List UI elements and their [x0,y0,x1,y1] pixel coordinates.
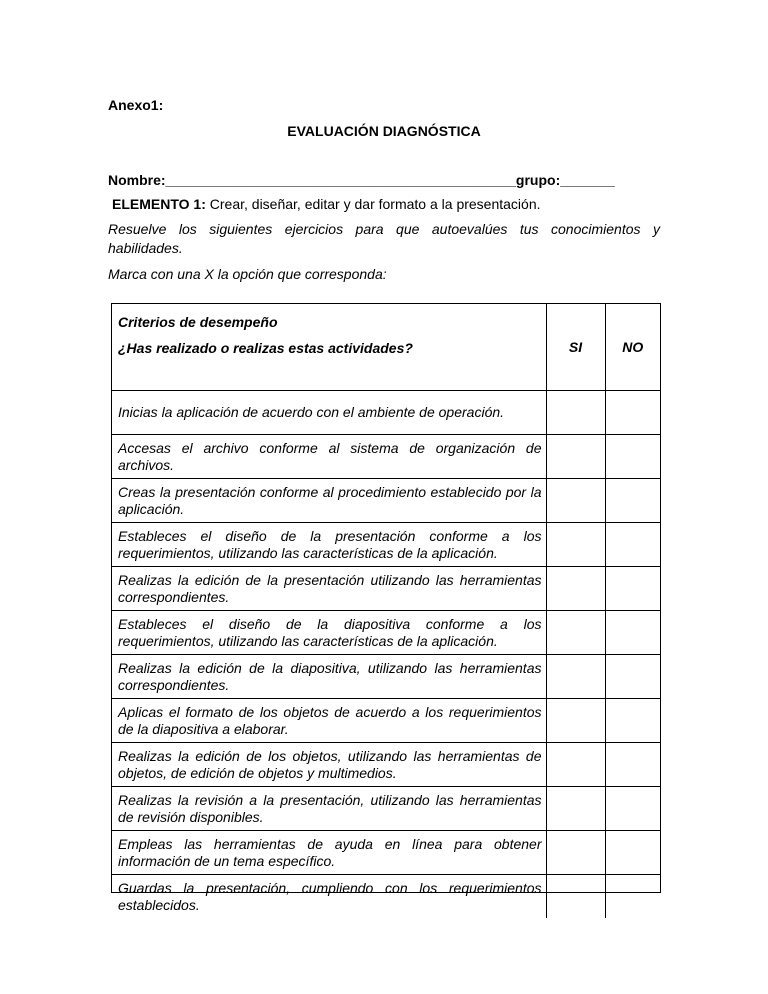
criterion-text: Guardas la presentación, cumpliendo con los requerimientos establecidos. [112,875,546,919]
criterion-text: Creas la presentación conforme al procedimiento establecido por la aplicación. [112,479,546,523]
table-row [112,655,660,699]
criterion-text: Realizas la edición de la diapositiva, utilizando las herramientas correspondientes. [112,655,546,699]
criterion-text: Realizas la edición de la presentación utilizando las herramientas correspondientes. [112,567,546,611]
name-group-field[interactable]: Nombre:_____________________________________________grupo:_______ [108,172,615,188]
no-checkbox-cell[interactable] [605,831,660,875]
table-row [112,831,660,875]
no-checkbox-cell[interactable] [605,567,660,611]
si-checkbox-cell[interactable] [546,391,605,435]
no-checkbox-cell[interactable] [605,743,660,787]
si-checkbox-cell[interactable] [546,567,605,611]
si-checkbox-cell[interactable] [546,655,605,699]
no-checkbox-cell[interactable] [605,391,660,435]
criterion-text: Inicias la aplicación de acuerdo con el ambiente de operación. [112,391,546,435]
table-row [112,787,660,831]
criteria-header: Criterios de desempeño [118,314,278,330]
table-row [112,567,660,611]
si-checkbox-cell[interactable] [546,479,605,523]
si-checkbox-cell[interactable] [546,699,605,743]
table-row [112,611,660,655]
table-row [112,743,660,787]
no-checkbox-cell[interactable] [605,655,660,699]
no-checkbox-cell[interactable] [605,523,660,567]
si-checkbox-cell[interactable] [546,743,605,787]
criterion-text: Aplicas el formato de los objetos de acuerdo a los requerimientos de la diapositiva a elaborar. [112,699,546,743]
table-row [112,523,660,567]
si-checkbox-cell[interactable] [546,523,605,567]
mark-instructions: Marca con una X la opción que corresponda: [108,266,387,282]
table-row [112,875,660,919]
no-checkbox-cell[interactable] [605,611,660,655]
no-checkbox-cell[interactable] [605,787,660,831]
si-header: SI [546,304,605,391]
page-title: EVALUACIÓN DIAGNÓSTICA [287,123,481,139]
criterion-text: Accesas el archivo conforme al sistema de organización de archivos. [112,435,546,479]
table-header-row [112,304,660,391]
no-checkbox-cell[interactable] [605,699,660,743]
si-checkbox-cell[interactable] [546,611,605,655]
si-checkbox-cell[interactable] [546,435,605,479]
criterion-text: Estableces el diseño de la diapositiva conforme a los requerimientos, utilizando las características de la aplicación. [112,611,546,655]
no-checkbox-cell[interactable] [605,435,660,479]
table-row [112,435,660,479]
criteria-header-cell [112,304,546,391]
element-label: ELEMENTO 1: [112,196,206,212]
question-header: ¿Has realizado o realizas estas actividades? [118,340,413,356]
element-description [112,196,541,212]
element-text: Crear, diseñar, editar y dar formato a la presentación. [205,196,541,212]
table-row [112,391,660,435]
criterion-text: Estableces el diseño de la presentación conforme a los requerimientos, utilizando las características de la aplicación. [112,523,546,567]
si-checkbox-cell[interactable] [546,875,605,919]
annex-label: Anexo1: [108,97,164,113]
criterion-text: Realizas la edición de los objetos, utilizando las herramientas de objetos, de edición de objetos y multimedios. [112,743,546,787]
table-row [112,479,660,523]
si-checkbox-cell[interactable] [546,787,605,831]
si-checkbox-cell[interactable] [546,831,605,875]
instructions-text: Resuelve los siguientes ejercicios para que autoevalúes tus conocimientos y habilidades. [108,221,660,256]
criterion-text: Empleas las herramientas de ayuda en línea para obtener información de un tema específico. [112,831,546,875]
no-header: NO [605,304,660,391]
no-checkbox-cell[interactable] [605,479,660,523]
no-checkbox-cell[interactable] [605,875,660,919]
table-row [112,699,660,743]
criterion-text: Realizas la revisión a la presentación, utilizando las herramientas de revisión disponibles. [112,787,546,831]
criteria-table [111,303,661,913]
